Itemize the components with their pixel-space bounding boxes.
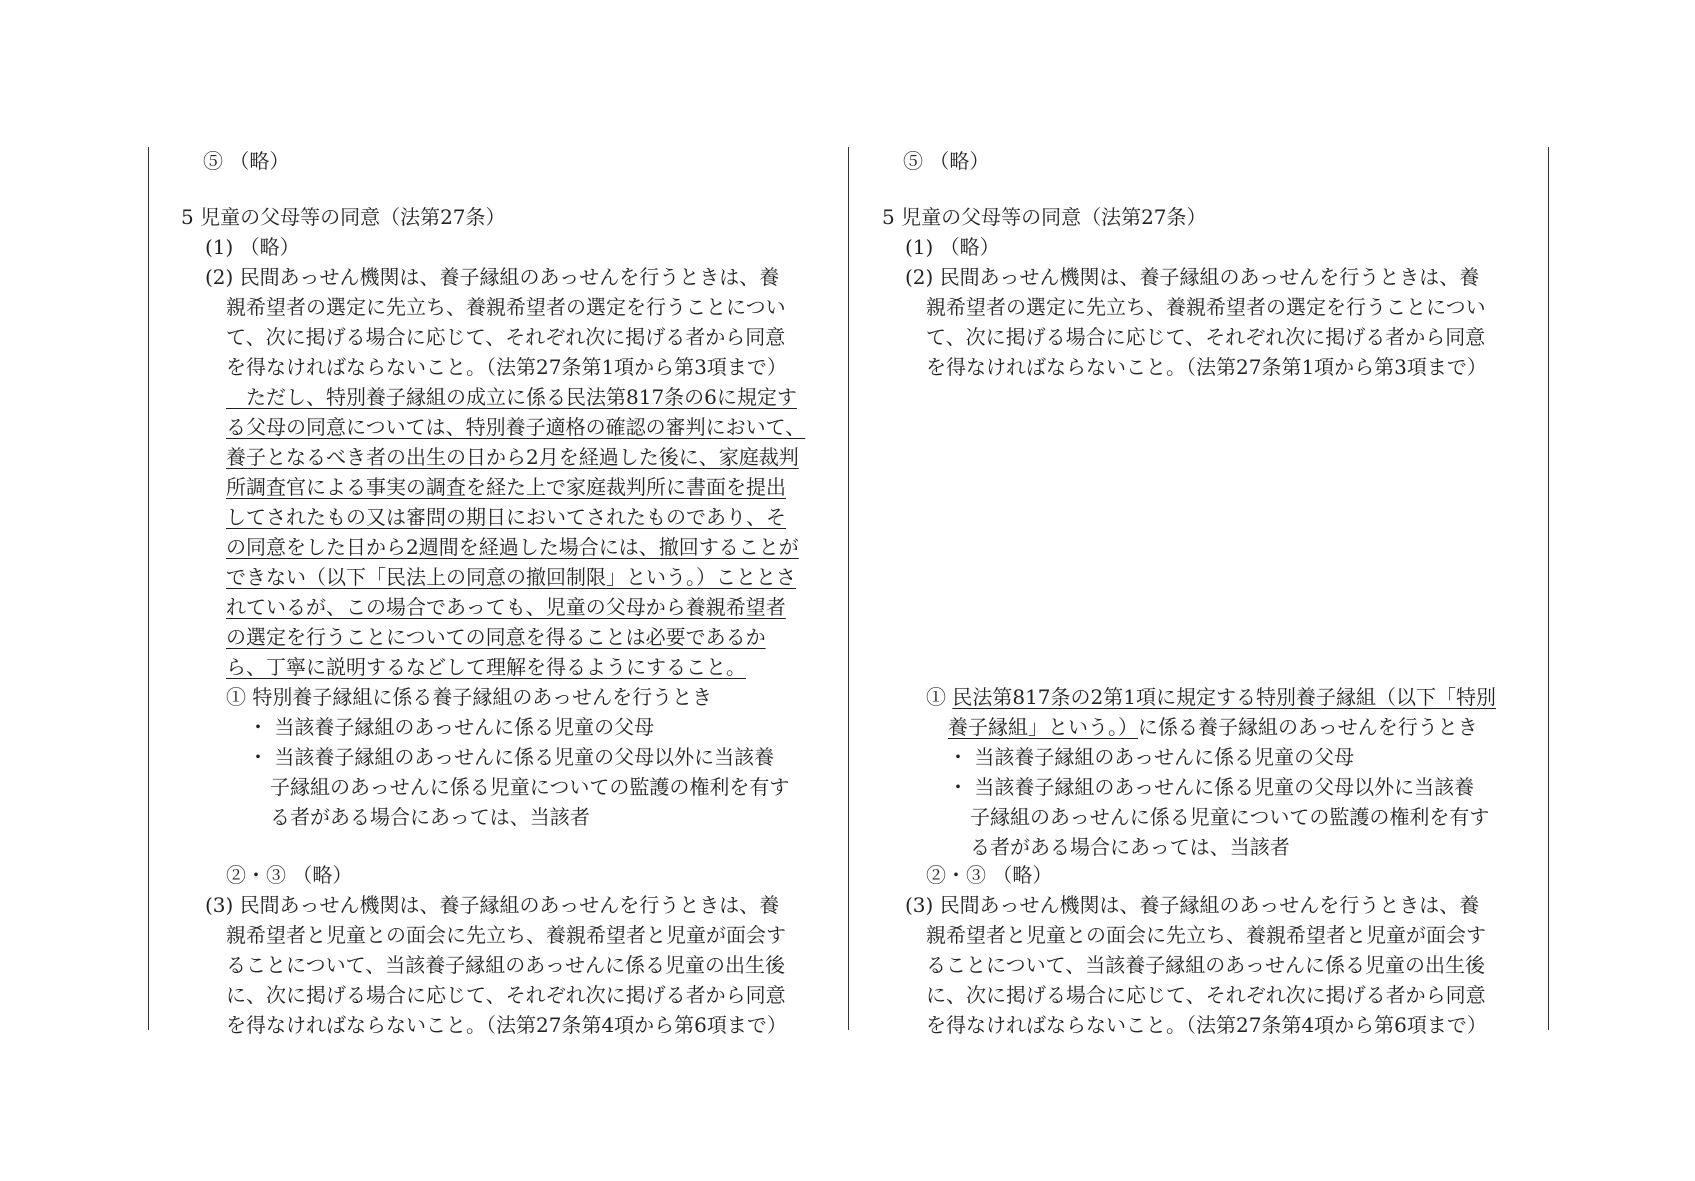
right-text-line	[926, 1010, 1487, 1040]
text-content: (1) （略）	[905, 235, 1000, 259]
right-text-line	[926, 950, 1485, 980]
amended-text: 養子となるべき者の出生の日から2月を経過した後に、家庭裁判	[226, 445, 799, 469]
amended-text: 民法第817条の2第1項に規定する特別養子縁組（以下「特別	[952, 685, 1496, 709]
amended-text: 養子縁組」という。）	[948, 715, 1138, 739]
amended-text: できない（以下「民法上の同意の撤回制限」という。）こととさ	[226, 565, 796, 589]
amended-text: の選定を行うことについての同意を得ることは必要であるか	[226, 625, 766, 649]
right-text-line	[926, 920, 1486, 950]
text-content: 5 児童の父母等の同意（法第27条）	[181, 205, 506, 229]
text-content: を得なければならないこと。（法第27条第4項から第6項まで）	[926, 1013, 1487, 1037]
text-content: に係る養子縁組のあっせんを行うとき	[1138, 715, 1478, 739]
text-content: 5 児童の父母等の同意（法第27条）	[882, 205, 1207, 229]
text-content: ることについて、当該養子縁組のあっせんに係る児童の出生後	[926, 953, 1485, 977]
right-text-line	[926, 352, 1487, 382]
right-text-line	[903, 146, 989, 176]
right-text-line	[882, 202, 1207, 232]
right-text-line	[926, 860, 1052, 890]
text-content: ⑤ （略）	[903, 149, 990, 173]
right-text-line	[948, 712, 1478, 742]
text-content: ②・③ （略）	[926, 863, 1053, 887]
text-content: に、次に掲げる場合に応じて、それぞれ次に掲げる者から同意	[226, 983, 786, 1007]
text-content: て、次に掲げる場合に応じて、それぞれ次に掲げる者から同意	[926, 325, 1486, 349]
right-text-line	[926, 980, 1486, 1010]
text-content: る者がある場合にあっては、当該者	[270, 805, 590, 829]
text-content: を得なければならないこと。（法第27条第1項から第3項まで）	[926, 355, 1487, 379]
text-content: 親希望者と児童との面会に先立ち、養親希望者と児童が面会す	[226, 923, 786, 947]
text-content: 親希望者と児童との面会に先立ち、養親希望者と児童が面会す	[926, 923, 1486, 947]
right-text-line	[926, 292, 1486, 322]
text-content: ① 特別養子縁組に係る養子縁組のあっせんを行うとき	[226, 685, 713, 709]
right-text-line	[905, 262, 1479, 292]
text-content: (3) 民間あっせん機関は、養子縁組のあっせんを行うときは、養	[905, 893, 1480, 917]
amended-text: ら、丁寧に説明するなどして理解を得るようにすること。	[226, 655, 746, 679]
text-content: 親希望者の選定に先立ち、養親希望者の選定を行うことについ	[926, 295, 1486, 319]
amended-text: してされたもの又は審問の期日においてされたものであり、そ	[226, 505, 786, 529]
text-content: ⑤ （略）	[203, 149, 290, 173]
amended-text: る父母の同意については、特別養子適格の確認の審判において、	[226, 415, 806, 439]
item-number: ①	[926, 685, 953, 709]
text-content: 親希望者の選定に先立ち、養親希望者の選定を行うことについ	[226, 295, 786, 319]
text-content: ることについて、当該養子縁組のあっせんに係る児童の出生後	[226, 953, 785, 977]
text-content: る者がある場合にあっては、当該者	[970, 835, 1290, 859]
right-text-line	[948, 772, 1474, 802]
right-text-line	[926, 682, 1496, 712]
text-content: ・ 当該養子縁組のあっせんに係る児童の父母以外に当該養	[948, 775, 1475, 799]
right-text-line	[970, 802, 1489, 832]
right-text-line	[926, 322, 1485, 352]
text-content: (2) 民間あっせん機関は、養子縁組のあっせんを行うときは、養	[205, 265, 780, 289]
text-content: (3) 民間あっせん機関は、養子縁組のあっせんを行うときは、養	[205, 893, 780, 917]
text-content: 子縁組のあっせんに係る児童についての監護の権利を有す	[970, 805, 1490, 829]
text-content: ・ 当該養子縁組のあっせんに係る児童の父母以外に当該養	[248, 745, 775, 769]
text-content: に、次に掲げる場合に応じて、それぞれ次に掲げる者から同意	[926, 983, 1486, 1007]
text-content: (2) 民間あっせん機関は、養子縁組のあっせんを行うときは、養	[905, 265, 1480, 289]
text-content: を得なければならないこと。（法第27条第4項から第6項まで）	[226, 1013, 787, 1037]
text-content: ・ 当該養子縁組のあっせんに係る児童の父母	[248, 715, 655, 739]
text-content: ②・③ （略）	[226, 863, 353, 887]
text-content: 子縁組のあっせんに係る児童についての監護の権利を有す	[270, 775, 790, 799]
text-content: (1) （略）	[205, 235, 300, 259]
text-content: て、次に掲げる場合に応じて、それぞれ次に掲げる者から同意	[226, 325, 786, 349]
amended-text: 所調査官による事実の調査を経た上で家庭裁判所に書面を提出	[226, 475, 786, 499]
text-content: を得なければならないこと。（法第27条第1項から第3項まで）	[226, 355, 787, 379]
right-text-line	[905, 890, 1479, 920]
right-text-line	[948, 742, 1354, 772]
right-text-line	[970, 832, 1290, 862]
amended-text: れているが、この場合であっても、児童の父母から養親希望者	[226, 595, 786, 619]
amended-text: の同意をした日から2週間を経過した場合には、撤回することが	[226, 535, 799, 559]
right-text-line	[905, 232, 1000, 262]
text-content: ・ 当該養子縁組のあっせんに係る児童の父母	[948, 745, 1355, 769]
amended-text: ただし、特別養子縁組の成立に係る民法第817条の6に規定す	[226, 385, 797, 409]
